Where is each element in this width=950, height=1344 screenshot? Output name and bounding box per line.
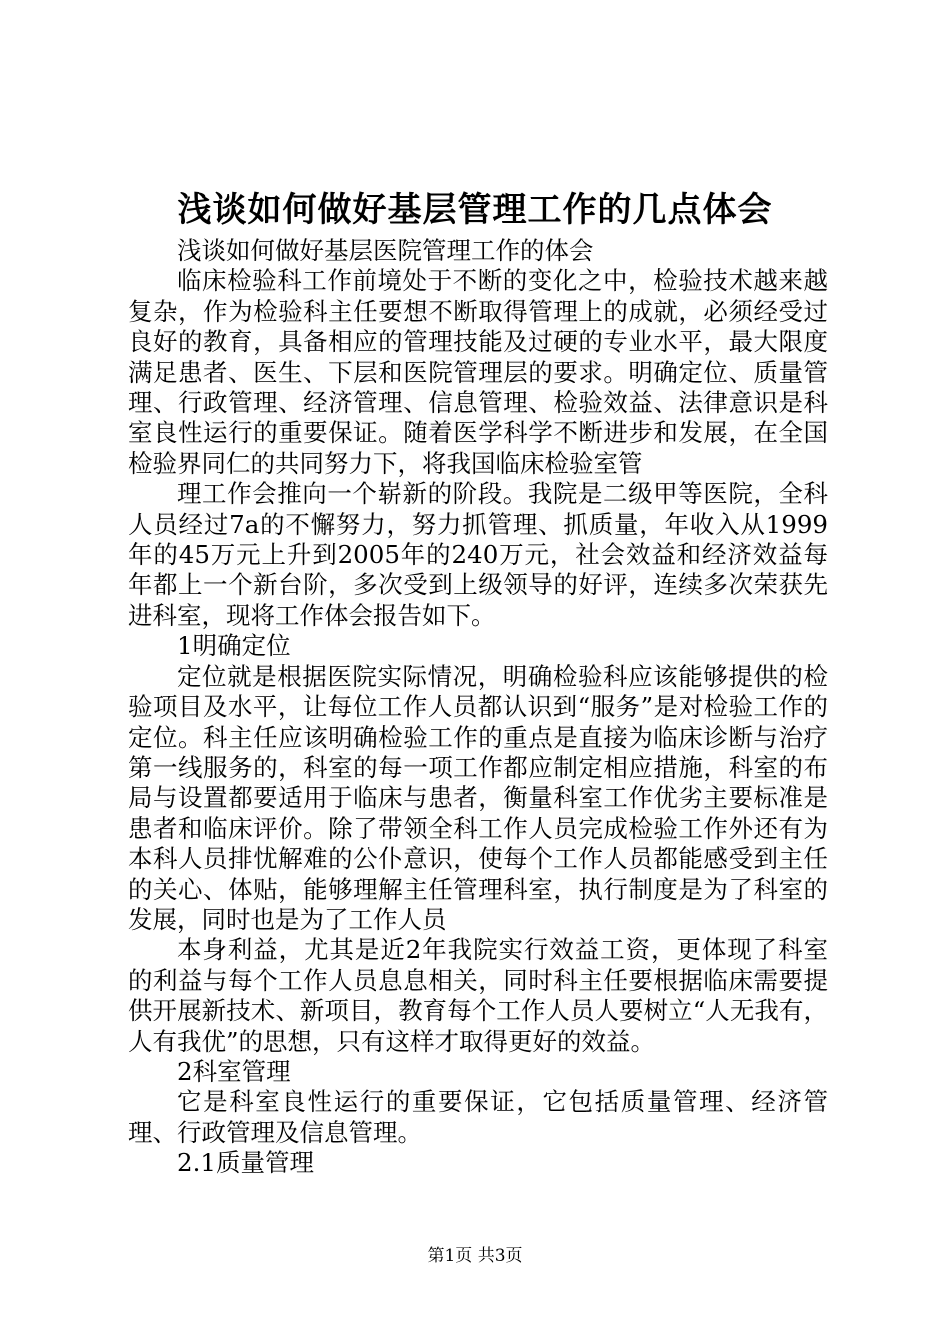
paragraph-benefits: 本身利益，尤其是近2年我院实行效益工资，更体现了科室的利益与每个工作人员息息相关，同时科主任要根据临床需要提供开展新技术、新项目，教育每个工作人员人要树立“人无我有，人有我优”的思想，只有这样才取得更好的效益。	[128, 935, 828, 1056]
section-heading-quality-management: 2.1质量管理	[177, 1148, 314, 1178]
page-footer: 第1页 共3页	[427, 1246, 523, 1266]
section-heading-positioning: 1明确定位	[177, 631, 291, 661]
section-heading-department-management: 2科室管理	[177, 1056, 291, 1086]
paragraph-achievements: 理工作会推向一个崭新的阶段。我院是二级甲等医院，全科人员经过7a的不懈努力，努力抓管理、抓质量，年收入从1999年的45万元上升到2005年的240万元，社会效益和经济效益每年都上一个新台阶，多次受到上级领导的好评，连续多次荣获先进科室，现将工作体会报告如下。	[128, 479, 828, 630]
document-title: 浅谈如何做好基层管理工作的几点体会	[177, 190, 773, 230]
paragraph-positioning: 定位就是根据医院实际情况，明确检验科应该能够提供的检验项目及水平，让每位工作人员都认识到“服务”是对检验工作的定位。科主任应该明确检验工作的重点是直接为临床诊断与治疗第一线服务的，科室的每一项工作都应制定相应措施，科室的布局与设置都要适用于临床与患者，衡量科室工作优劣主要标准是患者和临床评价。除了带领全科工作人员完成检验工作外还有为本科人员排忧解难的公仆意识，使每个工作人员都能感受到主任的关心、体贴，能够理解主任管理科室，执行制度是为了科室的发展，同时也是为了工作人员	[128, 661, 828, 934]
document-body	[128, 236, 828, 1179]
paragraph-department-management: 它是科室良性运行的重要保证，它包括质量管理、经济管理、行政管理及信息管理。	[128, 1087, 828, 1147]
paragraph-intro: 临床检验科工作前境处于不断的变化之中，检验技术越来越复杂，作为检验科主任要想不断取得管理上的成就，必须经受过良好的教育，具备相应的管理技能及过硬的专业水平，最大限度满足患者、医生、下层和医院管理层的要求。明确定位、质量管理、行政管理、经济管理、信息管理、检验效益、法律意识是科室良性运行的重要保证。随着医学科学不断进步和发展，在全国检验界同仁的共同努力下，将我国临床检验室管	[128, 266, 828, 478]
paragraph-subtitle: 浅谈如何做好基层医院管理工作的体会	[177, 236, 594, 265]
